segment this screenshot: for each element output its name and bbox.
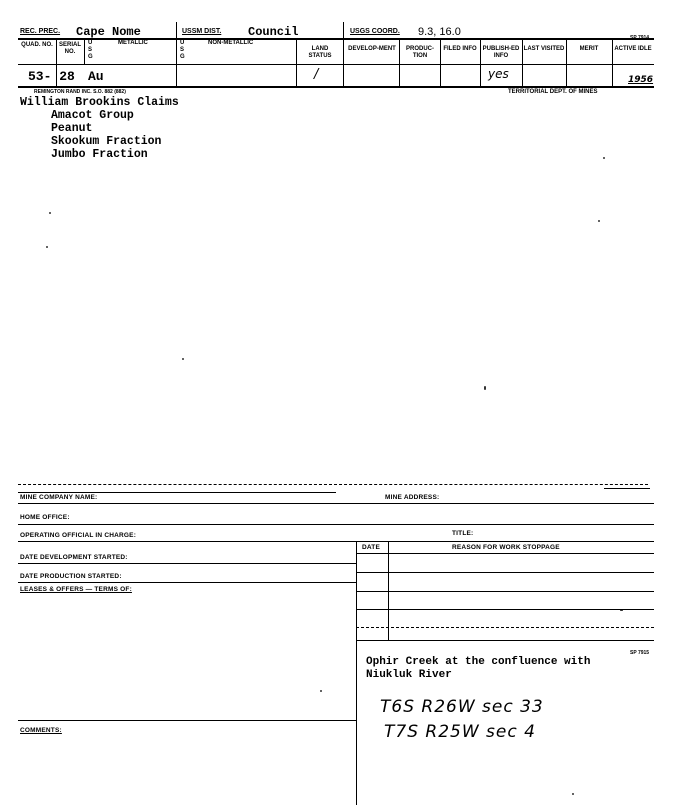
home-office-label: HOME OFFICE: xyxy=(20,514,70,521)
metallic-value: Au xyxy=(88,69,104,84)
merit-header: MERIT xyxy=(579,46,599,52)
claim-item: Jumbo Fraction xyxy=(51,148,148,161)
usgs-coord-value: 9.3, 16.0 xyxy=(418,26,461,38)
claim-item: Skookum Fraction xyxy=(51,135,162,148)
township-range-1: T6S R26W sec 33 xyxy=(380,697,544,717)
ussm-dist-value: Council xyxy=(248,25,299,39)
location-line-1: Ophir Creek at the confluence with xyxy=(366,656,591,668)
mine-company-name-label: MINE COMPANY NAME: xyxy=(20,494,98,501)
printer-note: REMINGTON RAND INC. S.O. 882 (882) xyxy=(34,89,126,95)
leases-label: LEASES & OFFERS — TERMS OF: xyxy=(20,586,132,593)
usgs-right-header: U S G xyxy=(180,40,185,60)
published-info-value: yes xyxy=(488,67,509,81)
quad-serial-value: 53- 28 xyxy=(28,69,75,84)
active-idle-value: 1956 xyxy=(628,75,654,85)
form-number: SP 7914 xyxy=(630,35,650,41)
serial-no-header: SERIAL NO. xyxy=(58,42,81,55)
development-header: DEVELOP-MENT xyxy=(348,46,396,52)
date-development-label: DATE DEVELOPMENT STARTED: xyxy=(20,554,128,561)
claim-item: Amacot Group xyxy=(51,109,134,122)
rec-prec-value: Cape Nome xyxy=(76,25,141,39)
active-idle-header: ACTIVE IDLE xyxy=(614,46,652,52)
date-column-header: DATE xyxy=(362,544,381,551)
reason-column-header: REASON FOR WORK STOPPAGE xyxy=(452,544,560,551)
dept-note: TERRITORIAL DEPT. OF MINES xyxy=(508,89,598,95)
filed-info-header: FILED INFO xyxy=(443,46,477,52)
claim-title: William Brookins Claims xyxy=(20,96,179,109)
ussm-dist-label: USSM DIST. xyxy=(182,28,222,35)
last-visited-header: LAST VISITED xyxy=(523,46,565,52)
form-number-2: SP 7915 xyxy=(630,650,650,656)
comments-label: COMMENTS: xyxy=(20,727,62,734)
claim-item: Peanut xyxy=(51,122,93,135)
operating-official-label: OPERATING OFFICIAL IN CHARGE: xyxy=(20,532,137,539)
title-label: TITLE: xyxy=(452,530,474,537)
land-status-value: / xyxy=(314,67,319,82)
rec-prec-label: REC. PREC. xyxy=(20,28,61,35)
land-status-header: LAND STATUS xyxy=(308,46,332,59)
date-production-label: DATE PRODUCTION STARTED: xyxy=(20,573,122,580)
non-metallic-header: NON-METALLIC xyxy=(208,40,254,46)
production-header: PRODUC-TION xyxy=(406,46,434,59)
published-info-header: PUBLISH-ED INFO xyxy=(482,46,520,59)
quad-no-header: QUAD. NO. xyxy=(21,42,53,48)
usgs-coord-label: USGS COORD. xyxy=(350,28,400,35)
usgs-left-header: U S G xyxy=(88,40,93,60)
metallic-header: METALLIC xyxy=(118,40,148,46)
location-line-2: Niukluk River xyxy=(366,669,452,681)
township-range-2: T7S R25W sec 4 xyxy=(384,722,536,742)
mine-address-label: MINE ADDRESS: xyxy=(385,494,440,501)
